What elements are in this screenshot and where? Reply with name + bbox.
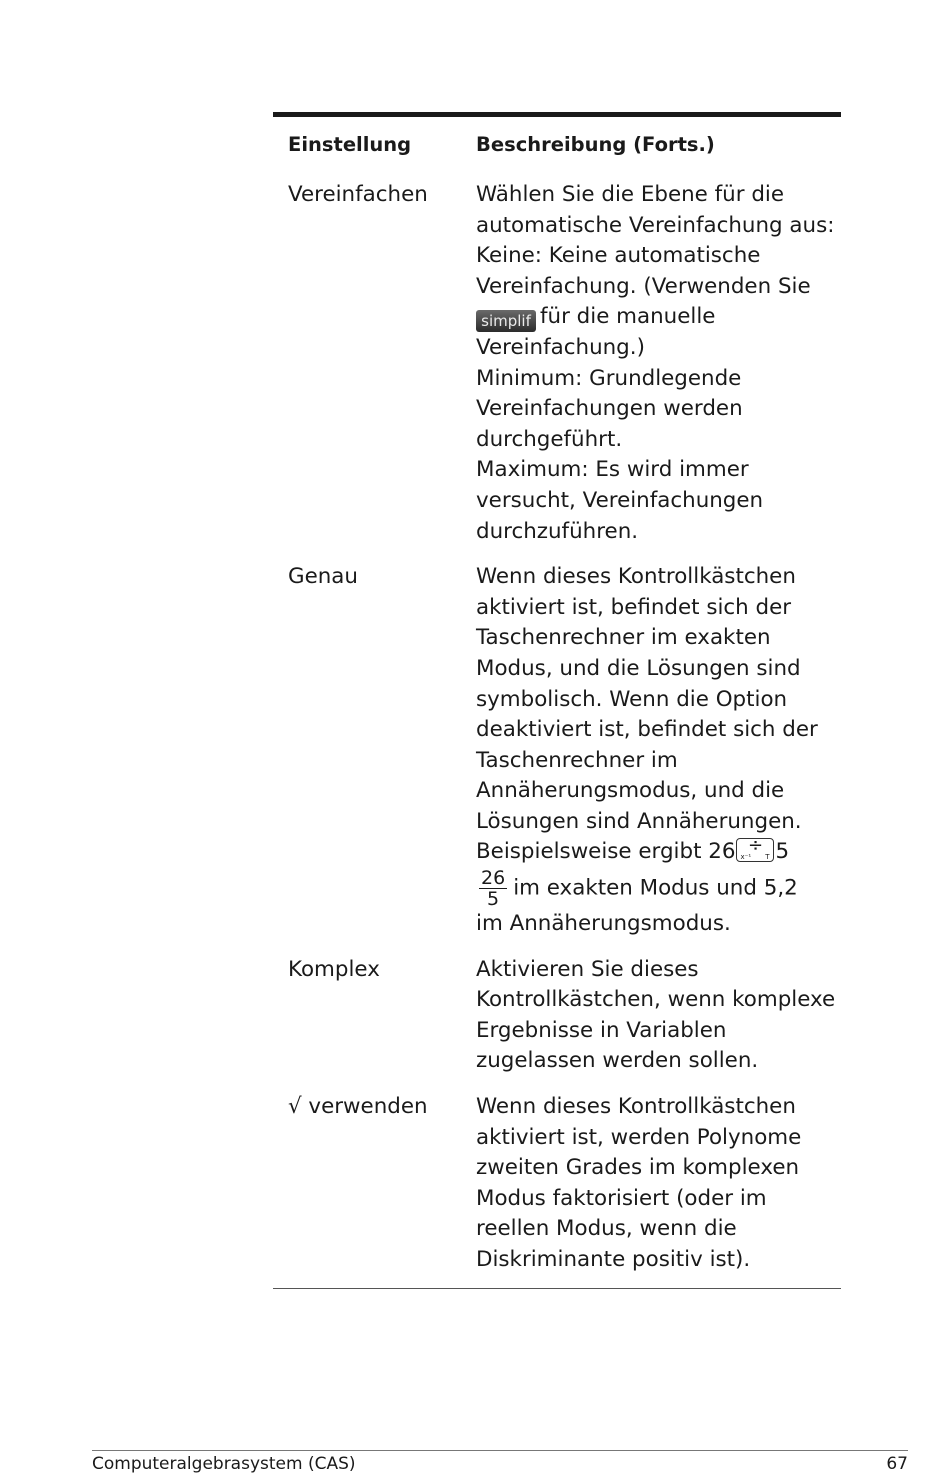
desc-line: Vereinfachung. (Verwenden Sie [476, 273, 811, 299]
desc-line: im Annäherungsmodus. [476, 911, 731, 937]
desc-line: Ergebnisse in Variablen [476, 1017, 727, 1043]
desc-line: Vereinfachungen werden [476, 396, 743, 422]
desc-line: Modus faktorisiert (oder im [476, 1185, 767, 1211]
table-header-row [273, 117, 841, 169]
table-row [273, 169, 841, 551]
page-footer [92, 1450, 908, 1474]
desc-line [476, 868, 841, 909]
desc-line: reellen Modus, wenn die [476, 1216, 737, 1242]
desc-line: Keine: Keine automatische [476, 243, 761, 269]
desc-line: Wenn dieses Kontrollkästchen [476, 1094, 796, 1120]
desc-line: Wählen Sie die Ebene für die [476, 182, 785, 207]
setting-description [476, 562, 841, 940]
fraction-denominator: 5 [487, 888, 500, 911]
desc-line: Wenn dieses Kontrollkästchen [476, 564, 796, 590]
desc-line: Vereinfachung.) [476, 334, 645, 360]
desc-line: Minimum: Grundlegende [476, 365, 742, 391]
desc-line: deaktiviert ist, befindet sich der [476, 717, 818, 743]
table-row [273, 1081, 841, 1280]
desc-line: aktiviert ist, werden Polynome [476, 1124, 802, 1150]
desc-line: durchzuführen. [476, 518, 639, 544]
desc-line: aktiviert ist, befindet sich der [476, 594, 792, 620]
desc-line [476, 837, 841, 868]
table-row [273, 551, 841, 944]
desc-line: automatische Vereinfachung aus: [476, 212, 835, 238]
header-setting: Einstellung [288, 133, 412, 156]
desc-line: Kontrollkästchen, wenn komplexe [476, 987, 836, 1013]
desc-line: Taschenrechner im [476, 747, 678, 773]
setting-name: Genau [288, 564, 358, 590]
desc-line-text: im exakten Modus und 5,2 [513, 875, 798, 901]
desc-line: symbolisch. Wenn die Option [476, 686, 788, 712]
setting-description [476, 180, 841, 547]
desc-line [476, 302, 841, 333]
desc-line: Aktivieren Sie dieses [476, 956, 699, 982]
desc-line: Maximum: Es wird immer [476, 457, 749, 483]
simplif-key-icon: simplif [476, 310, 536, 332]
desc-line-text: für die manuelle [540, 304, 716, 330]
desc-line: durchgeführt. [476, 426, 623, 452]
footer-section-title: Computeralgebrasystem (CAS) [92, 1454, 356, 1474]
desc-line: Diskriminante positiv ist). [476, 1247, 751, 1272]
desc-line: Taschenrechner im exakten [476, 625, 771, 651]
fraction-numerator: 26 [481, 867, 506, 890]
desc-line: Lösungen sind Annäherungen. [476, 808, 802, 834]
settings-table [273, 112, 841, 1289]
setting-name: √ verwenden [288, 1094, 428, 1120]
desc-line: versucht, Vereinfachungen [476, 487, 764, 513]
divide-key-alpha-label: T [765, 853, 770, 862]
divide-key-main: ÷ [747, 835, 764, 857]
table-bottom-rule [273, 1288, 841, 1289]
header-description: Beschreibung (Forts.) [476, 133, 715, 156]
table-row [273, 944, 841, 1081]
setting-name: Vereinfachen [288, 182, 428, 207]
setting-description [476, 1092, 841, 1276]
setting-description [476, 955, 841, 1077]
fraction-result [479, 868, 507, 909]
divide-key-shift-label: x⁻¹ [740, 853, 752, 862]
desc-line: Annäherungsmodus, und die [476, 778, 785, 804]
desc-line-text: Beispielsweise ergibt 26 [476, 839, 736, 865]
desc-line: zweiten Grades im komplexen [476, 1155, 800, 1181]
page-number: 67 [886, 1454, 908, 1474]
desc-line: Modus, und die Lösungen sind [476, 655, 801, 681]
setting-name: Komplex [288, 956, 380, 982]
desc-line-text: 5 [775, 839, 790, 865]
desc-line: zugelassen werden sollen. [476, 1048, 759, 1074]
divide-key-icon [736, 835, 774, 862]
